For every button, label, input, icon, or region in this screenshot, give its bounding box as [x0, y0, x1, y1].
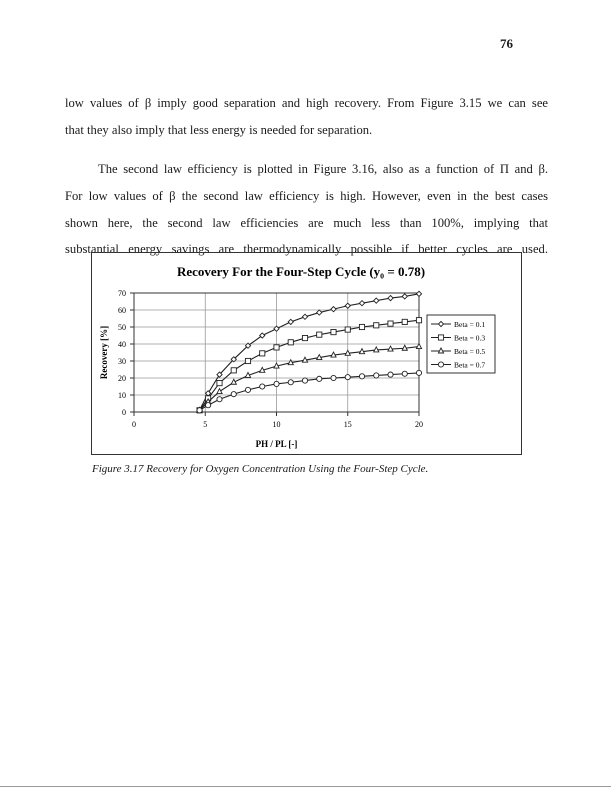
data-point: [274, 345, 279, 350]
x-axis-label: PH / PL [-]: [255, 439, 298, 449]
data-point: [206, 403, 211, 408]
data-point: [317, 310, 322, 315]
data-point: [331, 330, 336, 335]
figure-caption: Figure 3.17 Recovery for Oxygen Concentration Using the Four-Step Cycle.: [92, 463, 429, 475]
data-point: [288, 319, 293, 324]
data-point: [388, 321, 393, 326]
y-tick-label: 40: [118, 340, 126, 349]
data-point: [217, 389, 222, 394]
x-tick-label: 15: [343, 420, 352, 429]
legend-label: Beta = 0.1: [454, 320, 486, 329]
data-point: [345, 327, 350, 332]
data-point: [217, 381, 222, 386]
data-point: [231, 368, 236, 373]
legend-label: Beta = 0.7: [454, 360, 486, 370]
data-point: [288, 380, 293, 385]
data-point: [317, 376, 322, 381]
data-point: [402, 371, 407, 376]
series-line-beta-0-5: [200, 347, 419, 411]
data-point: [217, 397, 222, 402]
data-point: [331, 375, 336, 380]
data-point: [416, 370, 421, 375]
y-tick-label: 70: [118, 289, 126, 298]
legend-marker: [438, 335, 443, 340]
data-point: [260, 384, 265, 389]
chart-svg: [92, 253, 523, 456]
body-text-line: shown here, the second law efficiencies are much less than 100%, implying that: [65, 216, 548, 230]
scan-edge: [0, 786, 611, 787]
y-tick-label: 50: [118, 323, 126, 332]
data-point: [374, 323, 379, 328]
data-point: [388, 296, 393, 301]
x-tick-label: 10: [272, 420, 281, 429]
y-tick-label: 20: [118, 374, 126, 383]
x-tick-label: 0: [132, 420, 136, 429]
data-point: [402, 319, 407, 324]
data-point: [359, 301, 364, 306]
body-text-line: low values of β imply good separation and high recovery. From Figure 3.15 we can see: [65, 96, 548, 110]
data-point: [245, 358, 250, 363]
data-point: [231, 392, 236, 397]
data-point: [302, 314, 307, 319]
x-tick-label: 20: [415, 420, 423, 429]
legend-label: Beta = 0.5: [454, 347, 486, 356]
data-point: [245, 387, 250, 392]
y-tick-label: 0: [122, 408, 126, 417]
data-point: [345, 303, 350, 308]
body-text-line: substantial energy savings are thermodynamically possible if better cycles are used.: [65, 242, 548, 256]
data-point: [274, 381, 279, 386]
data-point: [374, 298, 379, 303]
data-point: [402, 294, 407, 299]
y-axis-label: Recovery [%]: [99, 325, 109, 380]
data-point: [359, 374, 364, 379]
chart-title: Recovery For the Four-Step Cycle (y₀ = 0.78): [176, 264, 426, 279]
data-point: [302, 378, 307, 383]
data-point: [317, 332, 322, 337]
y-tick-label: 30: [118, 357, 126, 366]
data-point: [197, 408, 202, 413]
data-point: [416, 318, 421, 323]
y-tick-label: 60: [118, 306, 126, 315]
body-text-line: For low values of β the second law efficiency is high. However, even in the best cases: [65, 189, 548, 203]
figure-chart: [91, 252, 522, 455]
page-number: 76: [500, 36, 513, 51]
y-tick-label: 10: [118, 391, 126, 400]
data-point: [345, 375, 350, 380]
body-text-line: The second law efficiency is plotted in Figure 3.16, also as a function of Π and β.: [98, 162, 548, 176]
data-point: [359, 324, 364, 329]
legend-label: Beta = 0.3: [454, 333, 486, 343]
data-point: [331, 307, 336, 312]
data-point: [288, 340, 293, 345]
data-point: [416, 291, 421, 296]
data-point: [260, 351, 265, 356]
data-point: [374, 373, 379, 378]
data-point: [302, 335, 307, 340]
legend-marker: [438, 362, 443, 367]
data-point: [388, 372, 393, 377]
x-tick-label: 5: [203, 420, 208, 429]
body-text-line: that they also imply that less energy is needed for separation.: [65, 123, 373, 137]
